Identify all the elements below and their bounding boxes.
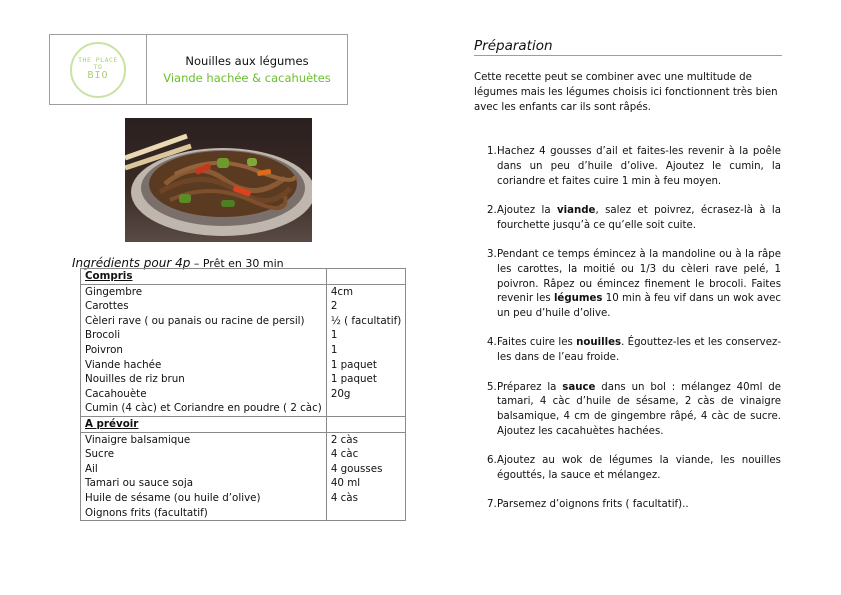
step-text: Hachez 4 gousses d’ail et faites-les revenir à la poêle dans un peu d’huile d’olive. Ajoutez le cumin, la coriandre et faites cuire 1 min à feu moyen. <box>497 146 781 187</box>
step-item <box>487 454 781 484</box>
step-text: Ajoutez la <box>497 204 557 216</box>
section-header-row <box>81 269 406 285</box>
section1-title: Compris <box>81 269 327 285</box>
ingredient-qty: 4 càs <box>330 491 358 504</box>
step-text: . Égouttez-les et les conservez-les dans de l’eau froide. <box>497 337 781 364</box>
ingredient-qty: 4cm <box>330 285 354 298</box>
section2-items <box>81 432 327 521</box>
preparation-intro: Cette recette peut se combiner avec une multitude de légumes mais les légumes choisis ici fonctionnent très bien avec les enfants car ils sont râpés. <box>474 72 778 113</box>
step-text: Pendant ce temps émincez à la mandoline ou à la râpe les carottes, la moitié ou 1/3 du cèleri rave pelé, 1 poivron. Râpez ou émincez finement le brocoli. Faites revenir les <box>497 248 781 305</box>
ingredient-item: Gingembre <box>85 285 143 298</box>
ingredient-qty: 20g <box>330 387 351 400</box>
ingredient-qty: ½ ( facultatif) <box>330 314 402 327</box>
ingredients-heading-servings: Ingrédients pour 4p <box>72 256 191 270</box>
logo-line2: TO <box>93 63 103 72</box>
dish-photo <box>125 118 312 242</box>
section1-title-qty <box>326 269 405 285</box>
step-number: 5. <box>487 381 497 393</box>
ingredient-item: Nouilles de riz brun <box>85 373 185 386</box>
logo-line3: BIO <box>87 70 109 82</box>
ingredient-item: Brocoli <box>85 329 121 342</box>
section2-title-qty <box>326 416 405 432</box>
noodle-bowl-image <box>125 118 312 242</box>
step-text: dans un bol : mélangez 40ml de tamari, 4 càc d’huile de sésame, 2 càs de vinaigre balsamique, 4 cm de gingembre râpé, 4 càc de sucre. Ajoutez les cacahuètes hachées. <box>497 381 781 437</box>
ingredient-item: Vinaigre balsamique <box>85 433 191 446</box>
step-item <box>487 498 781 513</box>
section1-items <box>81 284 327 416</box>
step-item <box>487 381 781 440</box>
ingredient-qty: 1 <box>330 329 338 342</box>
ingredient-item: Poivron <box>85 343 123 356</box>
step-item <box>487 145 781 189</box>
logo-line1: THE PLACE <box>78 56 118 65</box>
step-keyword: sauce <box>562 381 596 393</box>
step-item <box>487 248 782 322</box>
recipe-header <box>49 34 348 105</box>
ingredient-item: Oignons frits (facultatif) <box>85 506 208 519</box>
step-text: Parsemez d’oignons frits ( facultatif).. <box>497 499 689 511</box>
ingredient-item: Ail <box>85 462 98 475</box>
title-cell <box>147 35 347 104</box>
ingredient-item: Carottes <box>85 300 129 313</box>
step-keyword: légumes <box>553 293 603 305</box>
ingredient-item: Cacahouète <box>85 387 147 400</box>
ingredient-item: Cumin (4 càc) et Coriandre en poudre ( 2 càc) <box>85 402 322 415</box>
ingredient-qty: 40 ml <box>330 477 361 490</box>
brand-logo <box>70 42 126 98</box>
section-header-row <box>81 416 406 432</box>
ingredient-item: Cèleri rave ( ou panais ou racine de persil) <box>85 314 305 327</box>
ingredient-item: Huile de sésame (ou huile d’olive) <box>85 491 261 504</box>
section2-title: A prévoir <box>81 416 327 432</box>
ingredient-item: Viande hachée <box>85 358 162 371</box>
step-text: 10 min à feu vif dans un wok avec un peu d’huile d’olive. <box>497 293 782 320</box>
step-number: 3. <box>487 248 497 260</box>
ingredient-qty: 2 <box>330 300 338 313</box>
section2-row <box>81 432 406 521</box>
step-number: 1. <box>487 146 497 157</box>
section1-row <box>81 284 406 416</box>
ingredients-heading-time: – Prêt en 30 min <box>190 257 284 270</box>
ingredient-item: Tamari ou sauce soja <box>85 477 194 490</box>
section1-quantities <box>326 284 405 416</box>
step-text: Ajoutez au wok de légumes la viande, les nouilles égouttés, la sauce et mélangez. <box>497 455 781 482</box>
ingredient-qty: 4 càc <box>330 448 359 461</box>
step-item <box>487 204 782 234</box>
step-item <box>487 336 781 366</box>
recipe-subtitle: Viande hachée & cacahuètes <box>163 70 331 85</box>
step-keyword: viande <box>556 204 596 216</box>
preparation-steps <box>487 145 782 528</box>
recipe-title: Nouilles aux légumes <box>185 53 309 68</box>
preparation-title: Préparation <box>474 38 782 56</box>
ingredient-qty: 1 paquet <box>330 373 377 386</box>
step-number: 2. <box>487 204 497 216</box>
step-keyword: nouilles <box>576 337 622 349</box>
step-number: 7. <box>487 499 497 511</box>
ingredients-table <box>80 268 406 521</box>
ingredient-qty: 1 paquet <box>330 358 377 371</box>
step-number: 6. <box>487 455 497 467</box>
logo-cell <box>50 35 147 104</box>
step-text: Préparez la <box>497 381 563 393</box>
step-text: , salez et poivrez, écrasez-là à la fourchette jusqu’à ce qu’elle soit cuite. <box>497 204 782 231</box>
ingredient-item: Sucre <box>85 448 115 461</box>
ingredient-qty: 1 <box>330 343 338 356</box>
step-number: 4. <box>487 337 497 349</box>
ingredient-qty: 4 gousses <box>330 462 383 475</box>
ingredient-qty: 2 càs <box>330 433 358 446</box>
section2-quantities <box>326 432 405 521</box>
step-text: Faites cuire les <box>497 337 577 349</box>
